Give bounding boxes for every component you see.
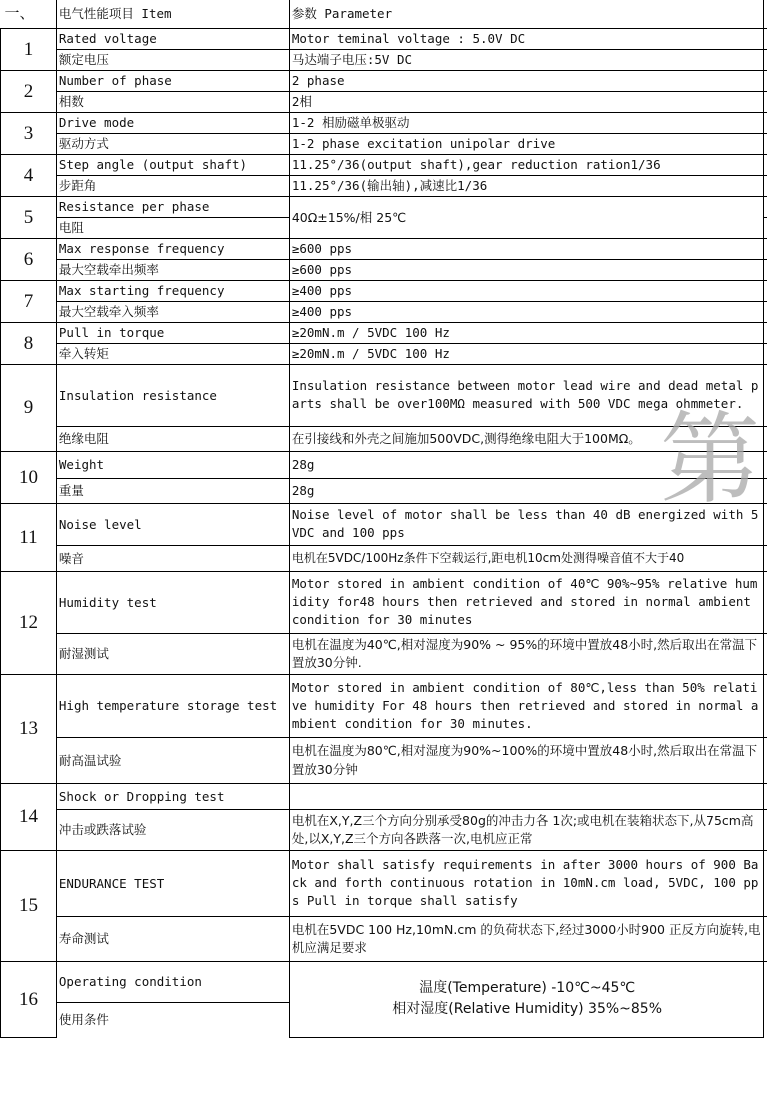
param-cn: ≥400 pps <box>289 301 763 322</box>
item-cn: 使用条件 <box>56 1002 289 1037</box>
item-en: Drive mode <box>56 112 289 133</box>
item-column-header: 电气性能项目 Item <box>56 0 289 28</box>
item-cn: 寿命测试 <box>56 916 289 961</box>
item-cn: 相数 <box>56 91 289 112</box>
item-en: Resistance per phase <box>56 196 289 217</box>
param-cn: ≥600 pps <box>289 259 763 280</box>
item-cn: 牵入转矩 <box>56 343 289 364</box>
item-cn: 绝缘电阻 <box>56 426 289 451</box>
param-cn: 电机在5VDC 100 Hz,10mN.cm 的负荷状态下,经过3000小时900 正反方向旋转,电机应满足要求 <box>289 916 763 961</box>
item-cn: 额定电压 <box>56 49 289 70</box>
item-en: Humidity test <box>56 571 289 633</box>
row-number: 5 <box>1 196 57 238</box>
row-number: 8 <box>1 322 57 364</box>
row-number: 14 <box>1 783 57 850</box>
item-en: Step angle (output shaft) <box>56 154 289 175</box>
param-cn: 电机在温度为40℃,相对湿度为90% ~ 95%的环境中置放48小时,然后取出在常温下置放30分钟. <box>289 633 763 674</box>
table-row <box>1 364 767 426</box>
row-number: 10 <box>1 451 57 503</box>
table-row <box>1 451 767 478</box>
param-en: ≥400 pps <box>289 280 763 301</box>
param-cn: ≥20mN.m / 5VDC 100 Hz <box>289 343 763 364</box>
param-cn: 电机在X,Y,Z三个方向分别承受80g的冲击力各 1次;或电机在装箱状态下,从75cm高处,以X,Y,Z三个方向各跌落一次,电机应正常 <box>289 809 763 850</box>
table-row <box>1 112 767 133</box>
param-en <box>289 783 763 809</box>
param-en: 11.25°/36(output shaft),gear reduction ration1/36 <box>289 154 763 175</box>
item-cn: 最大空载牵出频率 <box>56 259 289 280</box>
section-number: 一、 <box>1 0 57 28</box>
table-row <box>1 238 767 259</box>
table-row <box>1 737 767 783</box>
item-en: Shock or Dropping test <box>56 783 289 809</box>
param-cn: 28g <box>289 478 763 503</box>
param-cn: 11.25°/36(输出轴),减速比1/36 <box>289 175 763 196</box>
item-en: Insulation resistance <box>56 364 289 426</box>
param-en: Motor stored in ambient condition of 40℃ 90%~95% relative humidity for48 hours then retrieved and stored in normal ambient condition for 30 minutes <box>289 571 763 633</box>
table-row <box>1 343 767 364</box>
table-row <box>1 674 767 737</box>
item-cn: 最大空载牵入频率 <box>56 301 289 322</box>
row-number: 13 <box>1 674 57 783</box>
item-en: Weight <box>56 451 289 478</box>
item-en: Max starting frequency <box>56 280 289 301</box>
param-cn: 2相 <box>289 91 763 112</box>
param-en: Motor stored in ambient condition of 80℃,less than 50% relative humidity For 48 hours then retrieved and stored in normal ambient condition for 30 minutes. <box>289 674 763 737</box>
table-row <box>1 175 767 196</box>
table-row <box>1 280 767 301</box>
param-en: 28g <box>289 451 763 478</box>
watermark: 第 <box>660 401 760 518</box>
table-row <box>1 154 767 175</box>
item-en: Pull in torque <box>56 322 289 343</box>
row-number: 7 <box>1 280 57 322</box>
table-header <box>1 0 767 28</box>
table-row <box>1 133 767 154</box>
row-number: 12 <box>1 571 57 674</box>
item-en: Noise level <box>56 503 289 545</box>
table-row <box>1 49 767 70</box>
param-en: Motor teminal voltage : 5.0V DC <box>289 28 763 49</box>
item-en: ENDURANCE TEST <box>56 850 289 916</box>
item-cn: 噪音 <box>56 545 289 571</box>
table-row <box>1 478 767 503</box>
param-en: 2 phase <box>289 70 763 91</box>
param-cn: 电机在温度为80℃,相对湿度为90%~100%的环境中置放48小时,然后取出在常温下置放30分钟 <box>289 737 763 783</box>
table-row <box>1 633 767 674</box>
row-number: 15 <box>1 850 57 961</box>
item-cn: 耐高温试验 <box>56 737 289 783</box>
param-en: ≥600 pps <box>289 238 763 259</box>
parameter-column-header: 参数 Parameter <box>289 0 763 28</box>
table-row <box>1 809 767 850</box>
table-row <box>1 196 767 217</box>
param-line-temperature: 温度(Temperature) -10℃~45℃ <box>419 980 636 996</box>
table-row <box>1 961 767 1002</box>
item-cn: 重量 <box>56 478 289 503</box>
table-row <box>1 322 767 343</box>
param-en: Insulation resistance between motor lead wire and dead metal parts shall be over100MΩ measured with 500 VDC mega ohmmeter. <box>289 364 763 426</box>
row-number: 9 <box>1 364 57 451</box>
row-number: 6 <box>1 238 57 280</box>
param-en: Noise level of motor shall be less than 40 dB energized with 5VDC and 100 pps <box>289 503 763 545</box>
item-cn: 耐湿测试 <box>56 633 289 674</box>
param-cn: 在引接线和外壳之间施加500VDC,测得绝缘电阻大于100MΩ。 <box>289 426 763 451</box>
table-row <box>1 571 767 633</box>
item-cn: 驱动方式 <box>56 133 289 154</box>
item-cn: 步距角 <box>56 175 289 196</box>
table-row <box>1 545 767 571</box>
table-row <box>1 28 767 49</box>
param-cn: 电机在5VDC/100Hz条件下空载运行,距电机10cm处测得噪音值不大于40 <box>289 545 763 571</box>
row-number: 11 <box>1 503 57 571</box>
item-en: Rated voltage <box>56 28 289 49</box>
item-en: Operating condition <box>56 961 289 1002</box>
table-row <box>1 783 767 809</box>
table-row <box>1 503 767 545</box>
row-number: 2 <box>1 70 57 112</box>
table-row <box>1 301 767 322</box>
param-en: 1-2 相励磁单极驱动 <box>289 112 763 133</box>
row-number: 1 <box>1 28 57 70</box>
item-en: High temperature storage test <box>56 674 289 737</box>
param-value: 40Ω±15%/相 25℃ <box>289 196 763 238</box>
param-cn: 马达端子电压:5V DC <box>289 49 763 70</box>
item-en: Number of phase <box>56 70 289 91</box>
table-row <box>1 259 767 280</box>
param-cn: 1-2 phase excitation unipolar drive <box>289 133 763 154</box>
param-en: ≥20mN.m / 5VDC 100 Hz <box>289 322 763 343</box>
operating-condition-value <box>289 961 763 1037</box>
table-row <box>1 91 767 112</box>
row-number: 4 <box>1 154 57 196</box>
item-cn: 冲击或跌落试验 <box>56 809 289 850</box>
table-row <box>1 70 767 91</box>
row-number: 16 <box>1 961 57 1037</box>
item-en: Max response frequency <box>56 238 289 259</box>
param-en: Motor shall satisfy requirements in after 3000 hours of 900 Back and forth continuous rotation in 10mN.cm load, 5VDC, 100 pps Pull in torque shall satisfy <box>289 850 763 916</box>
table-row <box>1 426 767 451</box>
row-number: 3 <box>1 112 57 154</box>
param-line-humidity: 相对湿度(Relative Humidity) 35%~85% <box>392 1001 663 1017</box>
item-cn: 电阻 <box>56 217 289 238</box>
table-row <box>1 916 767 961</box>
table-row <box>1 850 767 916</box>
